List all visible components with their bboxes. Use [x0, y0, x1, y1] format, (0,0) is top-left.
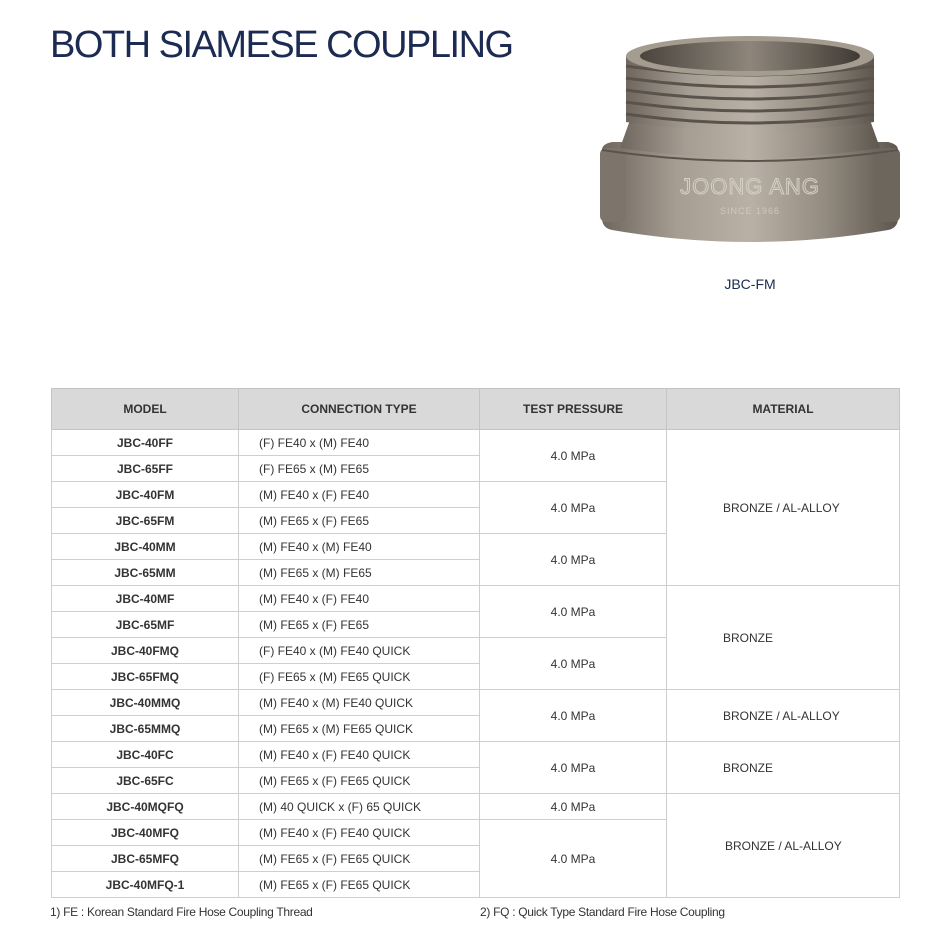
footnote-fe: 1) FE : Korean Standard Fire Hose Coupling Thread	[50, 905, 313, 919]
model-cell: JBC-40MFQ-1	[52, 872, 239, 898]
model-cell: JBC-40FM	[52, 482, 239, 508]
pressure-cell: 4.0 MPa	[480, 820, 667, 898]
table-header-row	[52, 389, 900, 430]
header-test-pressure: TEST PRESSURE	[480, 389, 667, 430]
connection-cell: (M) FE40 x (F) FE40	[239, 586, 480, 612]
connection-cell: (M) 40 QUICK x (F) 65 QUICK	[239, 794, 480, 820]
table-row	[52, 742, 900, 768]
connection-cell: (F) FE65 x (M) FE65 QUICK	[239, 664, 480, 690]
footnote-fq: 2) FQ : Quick Type Standard Fire Hose Coupling	[480, 905, 725, 919]
material-cell: BRONZE	[667, 586, 900, 690]
model-cell: JBC-40FF	[52, 430, 239, 456]
header-material: MATERIAL	[667, 389, 900, 430]
connection-cell: (F) FE65 x (M) FE65	[239, 456, 480, 482]
table-row	[52, 794, 900, 820]
material-cell: BRONZE / AL-ALLOY	[667, 794, 900, 898]
pressure-cell: 4.0 MPa	[480, 638, 667, 690]
model-cell: JBC-65MFQ	[52, 846, 239, 872]
table-row	[52, 690, 900, 716]
model-cell: JBC-40FC	[52, 742, 239, 768]
pressure-cell: 4.0 MPa	[480, 794, 667, 820]
connection-cell: (M) FE65 x (M) FE65 QUICK	[239, 716, 480, 742]
connection-cell: (F) FE40 x (M) FE40 QUICK	[239, 638, 480, 664]
model-cell: JBC-65MMQ	[52, 716, 239, 742]
since-engraving: SINCE 1966	[719, 206, 781, 216]
connection-cell: (M) FE40 x (F) FE40	[239, 482, 480, 508]
model-cell: JBC-40FMQ	[52, 638, 239, 664]
pressure-cell: 4.0 MPa	[480, 742, 667, 794]
brand-engraving: JOONG ANG	[680, 174, 820, 199]
model-cell: JBC-40MFQ	[52, 820, 239, 846]
table-row	[52, 586, 900, 612]
connection-cell: (M) FE40 x (F) FE40 QUICK	[239, 742, 480, 768]
pressure-cell: 4.0 MPa	[480, 690, 667, 742]
model-cell: JBC-40MQFQ	[52, 794, 239, 820]
material-cell: BRONZE	[667, 742, 900, 794]
material-cell: BRONZE / AL-ALLOY	[667, 690, 900, 742]
product-image	[590, 22, 910, 272]
connection-cell: (M) FE65 x (M) FE65	[239, 560, 480, 586]
connection-cell: (M) FE65 x (F) FE65 QUICK	[239, 872, 480, 898]
model-cell: JBC-40MF	[52, 586, 239, 612]
model-cell: JBC-65FF	[52, 456, 239, 482]
connection-cell: (M) FE65 x (F) FE65	[239, 612, 480, 638]
model-cell: JBC-65FMQ	[52, 664, 239, 690]
pressure-cell: 4.0 MPa	[480, 586, 667, 638]
model-cell: JBC-65MF	[52, 612, 239, 638]
product-caption: JBC-FM	[724, 276, 776, 292]
connection-cell: (M) FE40 x (F) FE40 QUICK	[239, 820, 480, 846]
model-cell: JBC-65MM	[52, 560, 239, 586]
model-cell: JBC-65FM	[52, 508, 239, 534]
connection-cell: (M) FE40 x (M) FE40	[239, 534, 480, 560]
connection-cell: (F) FE40 x (M) FE40	[239, 430, 480, 456]
pressure-cell: 4.0 MPa	[480, 534, 667, 586]
header-connection-type: CONNECTION TYPE	[239, 389, 480, 430]
model-cell: JBC-40MM	[52, 534, 239, 560]
spec-table	[51, 388, 900, 898]
header-model: MODEL	[52, 389, 239, 430]
material-cell: BRONZE / AL-ALLOY	[667, 430, 900, 586]
connection-cell: (M) FE40 x (M) FE40 QUICK	[239, 690, 480, 716]
model-cell: JBC-65FC	[52, 768, 239, 794]
connection-cell: (M) FE65 x (F) FE65 QUICK	[239, 846, 480, 872]
table-row	[52, 430, 900, 456]
pressure-cell: 4.0 MPa	[480, 482, 667, 534]
connection-cell: (M) FE65 x (F) FE65	[239, 508, 480, 534]
connection-cell: (M) FE65 x (F) FE65 QUICK	[239, 768, 480, 794]
page-title: BOTH SIAMESE COUPLING	[50, 24, 513, 66]
pressure-cell: 4.0 MPa	[480, 430, 667, 482]
model-cell: JBC-40MMQ	[52, 690, 239, 716]
